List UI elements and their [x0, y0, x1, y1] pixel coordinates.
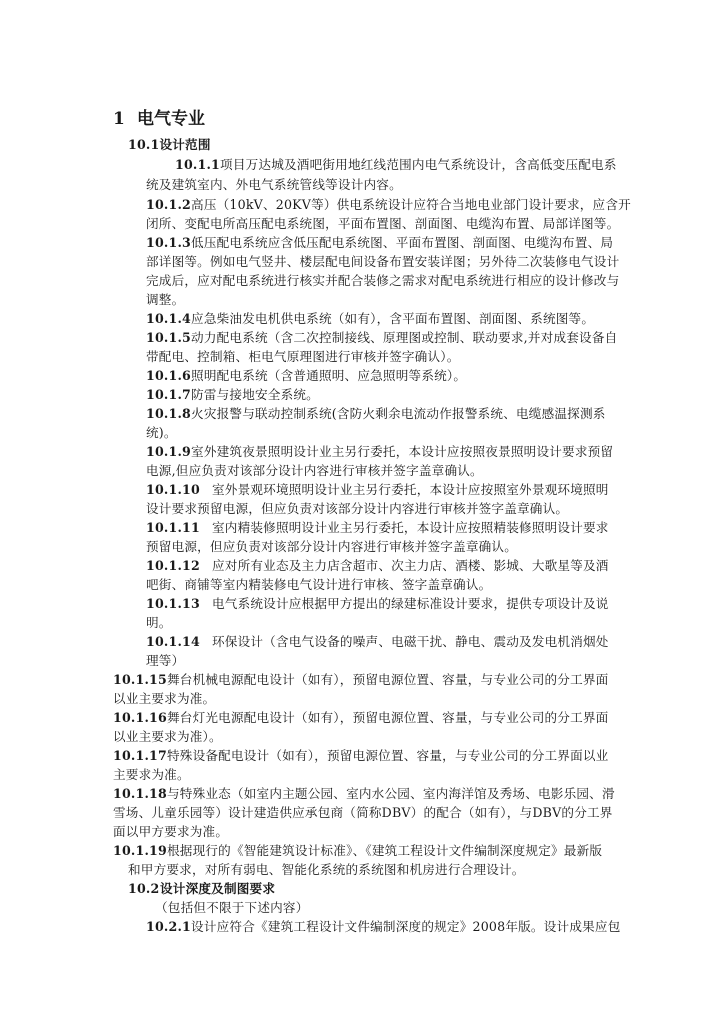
paragraph-line: 10.1.11 室内精装修照明设计业主另行委托，本设计应按照精装修照明设计要求	[146, 520, 609, 535]
paragraph-line: 和甲方要求，对所有弱电、智能化系统的系统图和机房进行合理设计。	[128, 862, 525, 877]
paragraph-line: 10.1.16舞台灯光电源配电设计（如有），预留电源位置、容量，与专业公司的分工界面	[113, 710, 609, 725]
paragraph-line: 主要求为准。	[113, 767, 190, 782]
paragraph-line: 10.1.18与特殊业态（如室内主题公园、室内水公园、室内海洋馆及秀场、电影乐园、滑	[113, 786, 615, 801]
paragraph-line: 理等）	[146, 653, 185, 668]
paragraph-line: 明。	[146, 615, 172, 630]
paragraph-line: 10.1.15舞台机械电源配电设计（如有），预留电源位置、容量，与专业公司的分工界面	[113, 672, 609, 687]
paragraph-line: 电源,但应负责对该部分设计内容进行审核并签字盖章确认。	[146, 463, 483, 478]
paragraph-line: 10.2.1设计应符合《建筑工程设计文件编制深度的规定》2008年版。设计成果应包	[146, 919, 621, 934]
paragraph-line: 闭所、变配电所高压配电系统图，平面布置图、剖面图、电缆沟布置、局部详图等。	[146, 216, 620, 231]
paragraph-line: 10.1.7防雷与接地安全系统。	[146, 387, 319, 402]
section-10-2-title: 10.2设计深度及制图要求	[128, 881, 276, 896]
chapter-title: 电气专业	[137, 109, 205, 129]
paragraph-line: 10.1.14 环保设计（含电气设备的噪声、电磁干扰、静电、震动及发电机消烟处	[146, 634, 609, 649]
paragraph-line: 设计要求预留电源，但应负责对该部分设计内容进行审核并签字盖章确认。	[146, 501, 569, 516]
paragraph-line: 10.1.3低压配电系统应含低压配电系统图、平面布置图、剖面图、电缆沟布置、局	[146, 235, 614, 250]
paragraph-line: 10.1.5动力配电系统（含二次控制接线、原理图或控制、联动要求,并对成套设备自	[146, 330, 618, 345]
paragraph-line: 吧街、商铺等室内精装修电气设计进行审核、签字盖章确认。	[146, 577, 492, 592]
paragraph-line: 带配电、控制箱、柜电气原理图进行审核并签字确认）。	[146, 349, 460, 364]
paragraph-line: 10.1.10 室外景观环境照明设计业主另行委托，本设计应按照室外景观环境照明	[146, 482, 609, 497]
chapter-number: 1	[113, 109, 125, 129]
paragraph-line: 10.1.1项目万达城及酒吧街用地红线范围内电气系统设计，含高低变压配电系	[175, 157, 617, 172]
paragraph-line: 预留电源，但应负责对该部分设计内容进行审核并签字盖章确认。	[146, 539, 518, 554]
paragraph-line: 10.1.19根据现行的《智能建筑设计标准》、《建筑工程设计文件编制深度规定》最新版	[113, 843, 603, 858]
paragraph-line: 10.1.9室外建筑夜景照明设计业主另行委托，本设计应按照夜景照明设计要求预留	[146, 444, 614, 459]
paragraph-line: 统)。	[146, 425, 177, 440]
paragraph-line: 10.1.2高压（10kV、20KV等）供电系统设计应符合当地电业部门设计要求，应含开	[146, 197, 631, 212]
chapter-heading	[113, 104, 205, 129]
section-10-1-title: 10.1设计范围	[128, 137, 211, 152]
paragraph-line: 10.1.8火灾报警与联动控制系统(含防火剩余电流动作报警系统、电缆感温探测系	[146, 406, 606, 421]
paragraph-line: 部详图等。例如电气竖井、楼层配电间设备布置安装详图；另外待二次装修电气设计	[146, 254, 620, 269]
paragraph-line: 10.1.13 电气系统设计应根据甲方提出的绿建标准设计要求，提供专项设计及说	[146, 596, 609, 611]
paragraph-line: 10.1.6照明配电系统（含普通照明、应急照明等系统）。	[146, 368, 467, 383]
paragraph-line: 10.1.17特殊设备配电设计（如有），预留电源位置、容量，与专业公司的分工界面以业	[113, 748, 609, 763]
paragraph-line: 面以甲方要求为准。	[113, 824, 229, 839]
paragraph-line: 调整。	[146, 292, 185, 307]
paragraph-line: 以业主要求为准）。	[113, 729, 222, 744]
paragraph-line: 统及建筑室内、外电气系统管线等设计内容。	[146, 177, 402, 192]
paragraph-line: 雪场、儿童乐园等）设计建造供应承包商（简称DBV）的配合（如有），与DBV的分工界	[113, 805, 613, 820]
section-10-2-note: （包括但不限于下述内容）	[155, 900, 309, 915]
paragraph-line: 10.1.12 应对所有业态及主力店含超市、次主力店、酒楼、影城、大歌星等及酒	[146, 558, 609, 573]
paragraph-line: 完成后，应对配电系统进行核实并配合装修之需求对配电系统进行相应的设计修改与	[146, 273, 620, 288]
paragraph-line: 10.1.4应急柴油发电机供电系统（如有），含平面布置图、剖面图、系统图等。	[146, 311, 595, 326]
paragraph-line: 以业主要求为准。	[113, 691, 216, 706]
